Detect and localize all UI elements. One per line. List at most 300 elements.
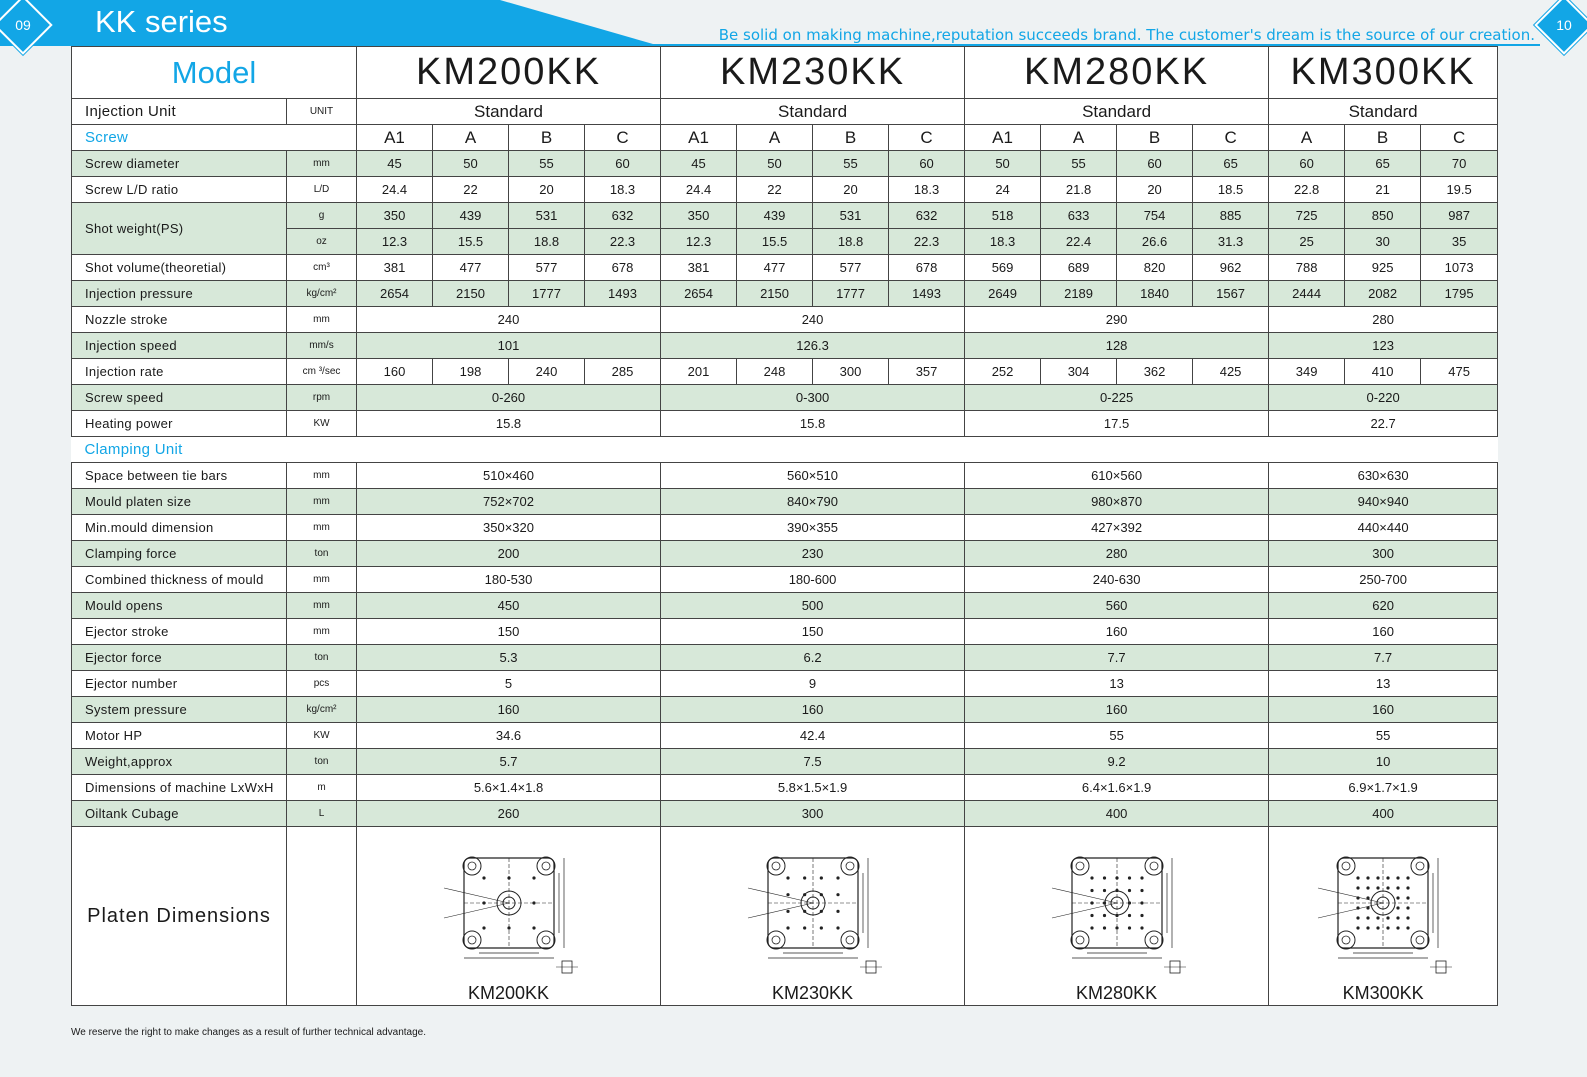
value-cell: 6.2 bbox=[661, 645, 965, 671]
value-cell: 678 bbox=[585, 255, 661, 281]
value-cell: 22 bbox=[433, 177, 509, 203]
value-cell: 18.3 bbox=[965, 229, 1041, 255]
table-row bbox=[72, 749, 1498, 775]
row-unit: ton bbox=[287, 645, 357, 671]
value-cell: 18.8 bbox=[813, 229, 889, 255]
value-cell: 50 bbox=[433, 151, 509, 177]
table-row bbox=[72, 385, 1498, 411]
screw-type-row bbox=[72, 125, 1498, 151]
value-cell: 560 bbox=[965, 593, 1269, 619]
row-unit: m bbox=[287, 775, 357, 801]
screw-type: B bbox=[1117, 125, 1193, 151]
value-cell: 5.3 bbox=[357, 645, 661, 671]
platen-caption: KM280KK bbox=[1076, 983, 1158, 1003]
platen-drawing bbox=[965, 833, 1268, 983]
value-cell: 400 bbox=[965, 801, 1269, 827]
value-cell: 0-225 bbox=[965, 385, 1269, 411]
value-cell: 6.4×1.6×1.9 bbox=[965, 775, 1269, 801]
value-cell: 0-300 bbox=[661, 385, 965, 411]
value-cell: 400 bbox=[1269, 801, 1498, 827]
row-unit: cm ³/sec bbox=[287, 359, 357, 385]
value-cell: 55 bbox=[1041, 151, 1117, 177]
value-cell: 250-700 bbox=[1269, 567, 1498, 593]
row-unit: kg/cm² bbox=[287, 697, 357, 723]
row-label: Injection rate bbox=[72, 359, 287, 385]
value-cell: 65 bbox=[1193, 151, 1269, 177]
value-cell: 22.3 bbox=[889, 229, 965, 255]
screw-type: A1 bbox=[661, 125, 737, 151]
value-cell: 850 bbox=[1345, 203, 1421, 229]
value-cell: 885 bbox=[1193, 203, 1269, 229]
value-cell: 22.8 bbox=[1269, 177, 1345, 203]
table-row bbox=[72, 151, 1498, 177]
value-cell: 439 bbox=[737, 203, 813, 229]
value-cell: 2654 bbox=[357, 281, 433, 307]
value-cell: 632 bbox=[585, 203, 661, 229]
platen-caption: KM200KK bbox=[467, 983, 550, 1003]
table-row bbox=[72, 593, 1498, 619]
value-cell: 350 bbox=[661, 203, 737, 229]
value-cell: 840×790 bbox=[661, 489, 965, 515]
table-row bbox=[72, 619, 1498, 645]
value-cell: 26.6 bbox=[1117, 229, 1193, 255]
value-cell: 820 bbox=[1117, 255, 1193, 281]
value-cell: 6.9×1.7×1.9 bbox=[1269, 775, 1498, 801]
value-cell: 2649 bbox=[965, 281, 1041, 307]
value-cell: 24.4 bbox=[357, 177, 433, 203]
value-cell: 160 bbox=[357, 697, 661, 723]
value-cell: 22.4 bbox=[1041, 229, 1117, 255]
table-row bbox=[72, 645, 1498, 671]
value-cell: 35 bbox=[1421, 229, 1498, 255]
table-row bbox=[72, 411, 1498, 437]
clamping-section-row bbox=[72, 437, 1498, 463]
row-unit: KW bbox=[287, 411, 357, 437]
row-unit: ton bbox=[287, 749, 357, 775]
value-cell: 55 bbox=[813, 151, 889, 177]
row-label: Ejector stroke bbox=[72, 619, 287, 645]
row-unit: rpm bbox=[287, 385, 357, 411]
value-cell: 788 bbox=[1269, 255, 1345, 281]
value-cell: 60 bbox=[1269, 151, 1345, 177]
value-cell: 350×320 bbox=[357, 515, 661, 541]
standard-label: Standard bbox=[965, 99, 1269, 125]
row-label: Heating power bbox=[72, 411, 287, 437]
value-cell: 101 bbox=[357, 333, 661, 359]
value-cell: 22.7 bbox=[1269, 411, 1498, 437]
standard-label: Standard bbox=[661, 99, 965, 125]
value-cell: 20 bbox=[1117, 177, 1193, 203]
screw-type: C bbox=[889, 125, 965, 151]
value-cell: 5 bbox=[357, 671, 661, 697]
platen-unit-cell bbox=[287, 827, 357, 1006]
value-cell: 0-260 bbox=[357, 385, 661, 411]
value-cell: 18.5 bbox=[1193, 177, 1269, 203]
value-cell: 201 bbox=[661, 359, 737, 385]
value-cell: 531 bbox=[813, 203, 889, 229]
value-cell: 475 bbox=[1421, 359, 1498, 385]
screw-type: A bbox=[1269, 125, 1345, 151]
value-cell: 280 bbox=[1269, 307, 1498, 333]
value-cell: 15.5 bbox=[737, 229, 813, 255]
row-unit: mm bbox=[287, 151, 357, 177]
row-label: Dimensions of machine LxWxH bbox=[72, 775, 287, 801]
platen-drawing bbox=[1269, 833, 1497, 983]
value-cell: 7.7 bbox=[1269, 645, 1498, 671]
value-cell: 1777 bbox=[509, 281, 585, 307]
value-cell: 510×460 bbox=[357, 463, 661, 489]
row-unit: L bbox=[287, 801, 357, 827]
value-cell: 300 bbox=[813, 359, 889, 385]
value-cell: 410 bbox=[1345, 359, 1421, 385]
model-name: KM200KK bbox=[357, 47, 661, 99]
row-unit: oz bbox=[287, 229, 357, 255]
table-row bbox=[72, 359, 1498, 385]
row-unit: mm/s bbox=[287, 333, 357, 359]
screw-type: A bbox=[1041, 125, 1117, 151]
model-name: KM300KK bbox=[1269, 47, 1498, 99]
page-number-left: 09 bbox=[0, 0, 53, 55]
value-cell: 630×630 bbox=[1269, 463, 1498, 489]
row-label: Mould platen size bbox=[72, 489, 287, 515]
row-label: Injection pressure bbox=[72, 281, 287, 307]
slogan: Be solid on making machine,reputation succeeds brand. The customer's dream is the source of our creation. bbox=[718, 26, 1535, 44]
value-cell: 450 bbox=[357, 593, 661, 619]
value-cell: 25 bbox=[1269, 229, 1345, 255]
value-cell: 55 bbox=[1269, 723, 1498, 749]
value-cell: 15.8 bbox=[357, 411, 661, 437]
row-unit: g bbox=[287, 203, 357, 229]
table-row bbox=[72, 567, 1498, 593]
table-row bbox=[72, 307, 1498, 333]
value-cell: 42.4 bbox=[661, 723, 965, 749]
value-cell: 940×940 bbox=[1269, 489, 1498, 515]
value-cell: 200 bbox=[357, 541, 661, 567]
platen-label: Platen Dimensions bbox=[72, 827, 287, 1006]
value-cell: 9.2 bbox=[965, 749, 1269, 775]
injection-unit-label: Injection Unit bbox=[72, 99, 287, 125]
value-cell: 34.6 bbox=[357, 723, 661, 749]
value-cell: 2082 bbox=[1345, 281, 1421, 307]
value-cell: 128 bbox=[965, 333, 1269, 359]
screw-type: B bbox=[813, 125, 889, 151]
value-cell: 7.7 bbox=[965, 645, 1269, 671]
value-cell: 160 bbox=[965, 619, 1269, 645]
value-cell: 304 bbox=[1041, 359, 1117, 385]
value-cell: 300 bbox=[1269, 541, 1498, 567]
row-label: System pressure bbox=[72, 697, 287, 723]
value-cell: 12.3 bbox=[357, 229, 433, 255]
platen-drawing-cell bbox=[357, 827, 661, 1006]
table-row bbox=[72, 541, 1498, 567]
value-cell: 620 bbox=[1269, 593, 1498, 619]
table-row bbox=[72, 671, 1498, 697]
value-cell: 24 bbox=[965, 177, 1041, 203]
value-cell: 962 bbox=[1193, 255, 1269, 281]
value-cell: 260 bbox=[357, 801, 661, 827]
value-cell: 240 bbox=[357, 307, 661, 333]
value-cell: 381 bbox=[357, 255, 433, 281]
value-cell: 31.3 bbox=[1193, 229, 1269, 255]
screw-type: C bbox=[585, 125, 661, 151]
value-cell: 427×392 bbox=[965, 515, 1269, 541]
value-cell: 678 bbox=[889, 255, 965, 281]
value-cell: 230 bbox=[661, 541, 965, 567]
row-unit: mm bbox=[287, 463, 357, 489]
model-label: Model bbox=[72, 47, 357, 99]
value-cell: 15.5 bbox=[433, 229, 509, 255]
value-cell: 285 bbox=[585, 359, 661, 385]
value-cell: 13 bbox=[1269, 671, 1498, 697]
table-row bbox=[72, 177, 1498, 203]
row-label: Shot volume(theoretial) bbox=[72, 255, 287, 281]
row-label: Screw L/D ratio bbox=[72, 177, 287, 203]
value-cell: 252 bbox=[965, 359, 1041, 385]
value-cell: 980×870 bbox=[965, 489, 1269, 515]
series-title: KK series bbox=[95, 4, 228, 39]
value-cell: 357 bbox=[889, 359, 965, 385]
screw-section-label: Screw bbox=[72, 125, 357, 151]
unit-header: UNIT bbox=[287, 99, 357, 125]
value-cell: 477 bbox=[433, 255, 509, 281]
value-cell: 362 bbox=[1117, 359, 1193, 385]
model-name: KM280KK bbox=[965, 47, 1269, 99]
value-cell: 21.8 bbox=[1041, 177, 1117, 203]
value-cell: 160 bbox=[965, 697, 1269, 723]
value-cell: 632 bbox=[889, 203, 965, 229]
table-row bbox=[72, 723, 1498, 749]
row-unit: mm bbox=[287, 307, 357, 333]
value-cell: 60 bbox=[585, 151, 661, 177]
row-label: Shot weight(PS) bbox=[72, 203, 287, 255]
value-cell: 160 bbox=[661, 697, 965, 723]
table-row bbox=[72, 775, 1498, 801]
standard-label: Standard bbox=[357, 99, 661, 125]
value-cell: 425 bbox=[1193, 359, 1269, 385]
row-label: Motor HP bbox=[72, 723, 287, 749]
value-cell: 5.6×1.4×1.8 bbox=[357, 775, 661, 801]
clamping-section-label: Clamping Unit bbox=[72, 437, 1498, 463]
value-cell: 390×355 bbox=[661, 515, 965, 541]
value-cell: 22 bbox=[737, 177, 813, 203]
value-cell: 70 bbox=[1421, 151, 1498, 177]
screw-type: A1 bbox=[965, 125, 1041, 151]
value-cell: 55 bbox=[509, 151, 585, 177]
platen-drawing-cell bbox=[661, 827, 965, 1006]
injection-unit-row bbox=[72, 99, 1498, 125]
row-unit: pcs bbox=[287, 671, 357, 697]
value-cell: 150 bbox=[661, 619, 965, 645]
value-cell: 1840 bbox=[1117, 281, 1193, 307]
row-unit: mm bbox=[287, 515, 357, 541]
value-cell: 45 bbox=[661, 151, 737, 177]
value-cell: 19.5 bbox=[1421, 177, 1498, 203]
value-cell: 248 bbox=[737, 359, 813, 385]
value-cell: 50 bbox=[737, 151, 813, 177]
value-cell: 1493 bbox=[585, 281, 661, 307]
value-cell: 5.8×1.5×1.9 bbox=[661, 775, 965, 801]
table-row bbox=[72, 489, 1498, 515]
value-cell: 240 bbox=[661, 307, 965, 333]
value-cell: 987 bbox=[1421, 203, 1498, 229]
screw-type: A bbox=[433, 125, 509, 151]
value-cell: 439 bbox=[433, 203, 509, 229]
value-cell: 18.8 bbox=[509, 229, 585, 255]
platen-row bbox=[72, 827, 1498, 1006]
row-unit: L/D bbox=[287, 177, 357, 203]
value-cell: 17.5 bbox=[965, 411, 1269, 437]
value-cell: 2150 bbox=[433, 281, 509, 307]
table-row bbox=[72, 697, 1498, 723]
value-cell: 577 bbox=[813, 255, 889, 281]
platen-drawing-cell bbox=[965, 827, 1269, 1006]
value-cell: 290 bbox=[965, 307, 1269, 333]
value-cell: 350 bbox=[357, 203, 433, 229]
value-cell: 2444 bbox=[1269, 281, 1345, 307]
screw-type: A bbox=[737, 125, 813, 151]
value-cell: 160 bbox=[1269, 697, 1498, 723]
value-cell: 13 bbox=[965, 671, 1269, 697]
value-cell: 18.3 bbox=[585, 177, 661, 203]
row-label: Min.mould dimension bbox=[72, 515, 287, 541]
value-cell: 610×560 bbox=[965, 463, 1269, 489]
value-cell: 198 bbox=[433, 359, 509, 385]
value-cell: 15.8 bbox=[661, 411, 965, 437]
value-cell: 180-530 bbox=[357, 567, 661, 593]
value-cell: 240 bbox=[509, 359, 585, 385]
value-cell: 7.5 bbox=[661, 749, 965, 775]
value-cell: 22.3 bbox=[585, 229, 661, 255]
value-cell: 9 bbox=[661, 671, 965, 697]
model-name: KM230KK bbox=[661, 47, 965, 99]
value-cell: 1073 bbox=[1421, 255, 1498, 281]
row-label: Mould opens bbox=[72, 593, 287, 619]
value-cell: 2654 bbox=[661, 281, 737, 307]
row-label: Screw speed bbox=[72, 385, 287, 411]
standard-label: Standard bbox=[1269, 99, 1498, 125]
row-label: Space between tie bars bbox=[72, 463, 287, 489]
row-unit: kg/cm² bbox=[287, 281, 357, 307]
value-cell: 60 bbox=[889, 151, 965, 177]
platen-caption: KM230KK bbox=[772, 983, 854, 1003]
row-label: Clamping force bbox=[72, 541, 287, 567]
value-cell: 1777 bbox=[813, 281, 889, 307]
value-cell: 24.4 bbox=[661, 177, 737, 203]
row-label: Screw diameter bbox=[72, 151, 287, 177]
value-cell: 18.3 bbox=[889, 177, 965, 203]
value-cell: 20 bbox=[813, 177, 889, 203]
row-unit: ton bbox=[287, 541, 357, 567]
footnote: We reserve the right to make changes as a result of further technical advantage. bbox=[71, 1027, 427, 1038]
value-cell: 1493 bbox=[889, 281, 965, 307]
value-cell: 280 bbox=[965, 541, 1269, 567]
table-row bbox=[72, 255, 1498, 281]
value-cell: 440×440 bbox=[1269, 515, 1498, 541]
row-unit: mm bbox=[287, 619, 357, 645]
value-cell: 20 bbox=[509, 177, 585, 203]
value-cell: 55 bbox=[965, 723, 1269, 749]
row-label: Oiltank Cubage bbox=[72, 801, 287, 827]
spec-table bbox=[71, 46, 1498, 1006]
value-cell: 689 bbox=[1041, 255, 1117, 281]
value-cell: 126.3 bbox=[661, 333, 965, 359]
row-label: Nozzle stroke bbox=[72, 307, 287, 333]
value-cell: 150 bbox=[357, 619, 661, 645]
value-cell: 65 bbox=[1345, 151, 1421, 177]
value-cell: 752×702 bbox=[357, 489, 661, 515]
value-cell: 754 bbox=[1117, 203, 1193, 229]
value-cell: 45 bbox=[357, 151, 433, 177]
table-row bbox=[72, 203, 1498, 229]
value-cell: 300 bbox=[661, 801, 965, 827]
platen-drawing bbox=[357, 833, 660, 983]
value-cell: 50 bbox=[965, 151, 1041, 177]
value-cell: 381 bbox=[661, 255, 737, 281]
screw-type: A1 bbox=[357, 125, 433, 151]
screw-type: C bbox=[1193, 125, 1269, 151]
row-unit: cm³ bbox=[287, 255, 357, 281]
value-cell: 477 bbox=[737, 255, 813, 281]
platen-drawing-cell bbox=[1269, 827, 1498, 1006]
row-unit: mm bbox=[287, 567, 357, 593]
value-cell: 577 bbox=[509, 255, 585, 281]
value-cell: 569 bbox=[965, 255, 1041, 281]
value-cell: 725 bbox=[1269, 203, 1345, 229]
value-cell: 160 bbox=[1269, 619, 1498, 645]
value-cell: 240-630 bbox=[965, 567, 1269, 593]
row-label: Combined thickness of mould bbox=[72, 567, 287, 593]
value-cell: 531 bbox=[509, 203, 585, 229]
row-unit: mm bbox=[287, 489, 357, 515]
table-row bbox=[72, 281, 1498, 307]
platen-caption: KM300KK bbox=[1342, 983, 1424, 1003]
value-cell: 349 bbox=[1269, 359, 1345, 385]
value-cell: 518 bbox=[965, 203, 1041, 229]
row-label: Ejector force bbox=[72, 645, 287, 671]
platen-drawing bbox=[661, 833, 964, 983]
screw-type: C bbox=[1421, 125, 1498, 151]
value-cell: 1567 bbox=[1193, 281, 1269, 307]
row-label: Ejector number bbox=[72, 671, 287, 697]
value-cell: 180-600 bbox=[661, 567, 965, 593]
value-cell: 5.7 bbox=[357, 749, 661, 775]
value-cell: 10 bbox=[1269, 749, 1498, 775]
value-cell: 500 bbox=[661, 593, 965, 619]
row-label: Weight,approx bbox=[72, 749, 287, 775]
row-unit: KW bbox=[287, 723, 357, 749]
value-cell: 0-220 bbox=[1269, 385, 1498, 411]
screw-type: B bbox=[509, 125, 585, 151]
row-unit: mm bbox=[287, 593, 357, 619]
value-cell: 633 bbox=[1041, 203, 1117, 229]
value-cell: 60 bbox=[1117, 151, 1193, 177]
value-cell: 560×510 bbox=[661, 463, 965, 489]
table-row bbox=[72, 463, 1498, 489]
value-cell: 12.3 bbox=[661, 229, 737, 255]
value-cell: 160 bbox=[357, 359, 433, 385]
value-cell: 925 bbox=[1345, 255, 1421, 281]
row-label: Injection speed bbox=[72, 333, 287, 359]
screw-type: B bbox=[1345, 125, 1421, 151]
table-row bbox=[72, 801, 1498, 827]
page-number-right: 10 bbox=[1534, 0, 1587, 55]
value-cell: 30 bbox=[1345, 229, 1421, 255]
value-cell: 2189 bbox=[1041, 281, 1117, 307]
value-cell: 2150 bbox=[737, 281, 813, 307]
value-cell: 123 bbox=[1269, 333, 1498, 359]
model-header-row bbox=[72, 47, 1498, 99]
table-row bbox=[72, 515, 1498, 541]
